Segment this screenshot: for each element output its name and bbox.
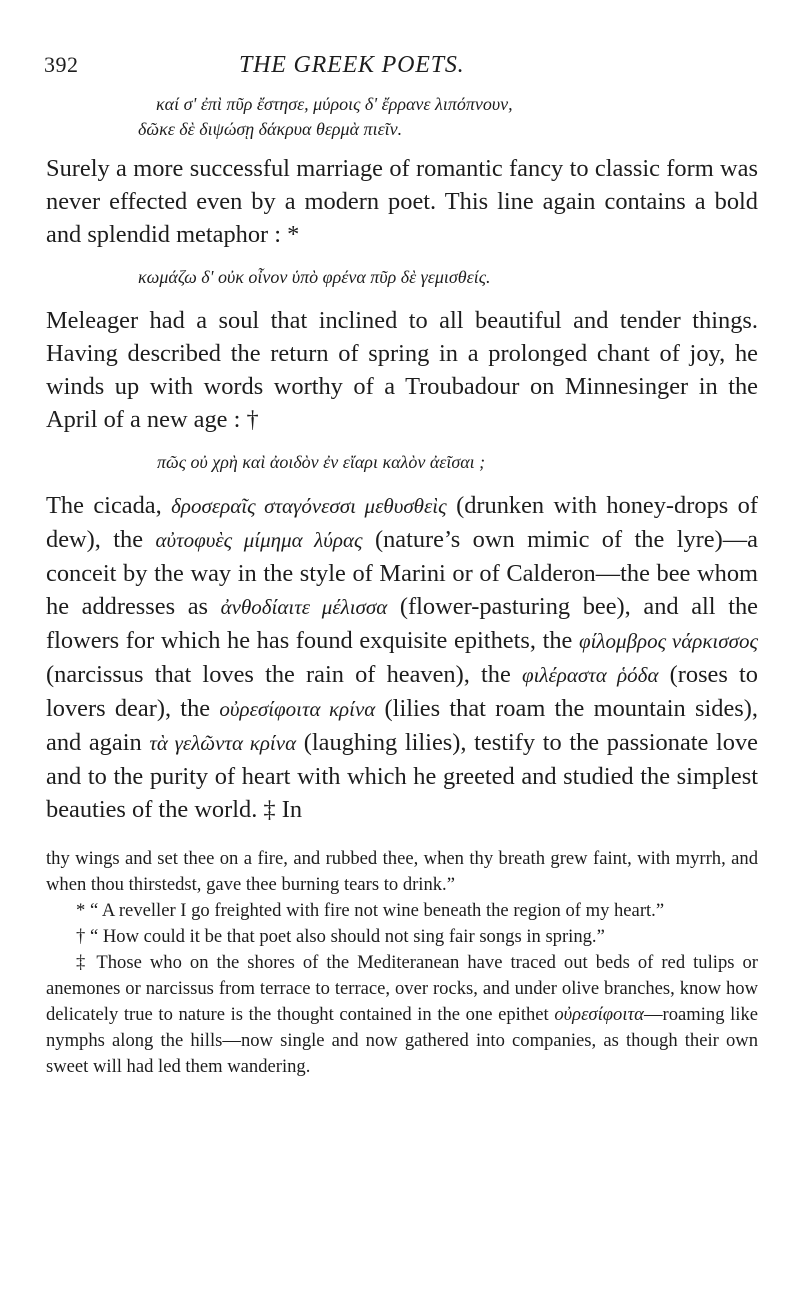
- paragraph-cicada: [46, 489, 758, 826]
- text-run: —roaming like nymphs along the hills—now single and now gathered into companies, as though their own sweet will had led them wandering.: [46, 1004, 758, 1077]
- text-run: (flower-pasturing bee), and all the flowers for which he has found exquisite epithets, the: [46, 593, 758, 654]
- footnote-dagger: † “ How could it be that poet also should not sing fair songs in spring.”: [76, 926, 605, 947]
- paragraph-meleager: Meleager had a soul that inclined to all beautiful and tender things. Having described the return of spring in a prolonged chant of joy, he winds up with words worthy of a Troubadour on Minnesinger in the April of a new age : †: [46, 307, 758, 433]
- greek-phrase-lilies-roam: οὐρεσίφοιτα κρίνα: [219, 697, 376, 721]
- greek-phrase-laughing-lilies: τὰ γελῶντα κρίνα: [149, 731, 297, 755]
- body-text: [46, 92, 758, 1080]
- text-run: (narcissus that loves the rain of heaven), the: [46, 661, 522, 688]
- greek-quote-1-line-1: καί σ' ἐπὶ πῦρ ἔστησε, μύροις δ' ἔρρανε λιπόπνουν,: [156, 94, 513, 114]
- page-header: [44, 52, 801, 86]
- greek-quote-1-line-2: δῶκε δὲ διψώσῃ δάκρυα θερμὰ πιεῖν.: [138, 119, 403, 139]
- text-run: (laughing lilies), testify to the passionate love and to the purity of heart with which he greeted and studied the simplest beauties of the world. ‡ In: [46, 729, 758, 823]
- text-run: (lilies that roam the mountain sides), and again: [46, 695, 758, 756]
- greek-phrase-mimic: αὐτοφυὲς μίμημα λύρας: [155, 528, 363, 552]
- footnotes: [46, 846, 758, 1080]
- greek-quote-2: κωμάζω δ' οὐκ οἶνον ὑπὸ φρένα πῦρ δὲ γεμισθείς.: [138, 267, 491, 287]
- text-run: (drunken with honey-drops of dew), the: [46, 492, 758, 553]
- footnote-star: * “ A reveller I go freighted with fire not wine beneath the region of my heart.”: [76, 900, 665, 921]
- greek-phrase-epithet: οὐρεσίφοιτα: [554, 1004, 644, 1025]
- greek-phrase-roses: φιλέραστα ῥόδα: [521, 663, 659, 687]
- greek-phrase-drunken: δροσεραῖς σταγόνεσσι μεθυσθεὶς: [171, 494, 447, 518]
- text-run: ‡ Those who on the shores of the Mediteranean have traced out beds of red tulips or anemones or narcissus from terrace to terrace, over rocks, and under olive branches, know how delicately true to nature is the thought contained in the one epithet: [46, 952, 758, 1025]
- paragraph-marriage: Surely a more successful marriage of romantic fancy to classic form was never effected even by a modern poet. This line again contains a bold and splendid metaphor : *: [46, 155, 758, 248]
- greek-quote-3: πῶς οὐ χρὴ καὶ ἀοιδὸν ἐν εἴαρι καλὸν ἀεῖσαι ;: [157, 452, 486, 472]
- footnote-continuation: thy wings and set thee on a fire, and rubbed thee, when thy breath grew faint, with myrrh, and when thou thirstedst, gave thee burning tears to drink.”: [46, 848, 758, 895]
- footnote-double-dagger: [46, 950, 758, 1080]
- text-run: (nature’s own mimic of the lyre)—a conceit by the way in the style of Marini or of Calderon—the bee whom he addresses as: [46, 526, 758, 620]
- text-run: (roses to lovers dear), the: [46, 661, 759, 722]
- greek-phrase-narcissus: φίλομβρος νάρκισσος: [578, 629, 758, 653]
- text-run: The cicada,: [46, 492, 172, 519]
- greek-phrase-bee: ἀνθοδίαιτε μέλισσα: [220, 595, 388, 619]
- page-number: 392: [44, 52, 79, 77]
- running-head: THE GREEK POETS.: [239, 52, 465, 78]
